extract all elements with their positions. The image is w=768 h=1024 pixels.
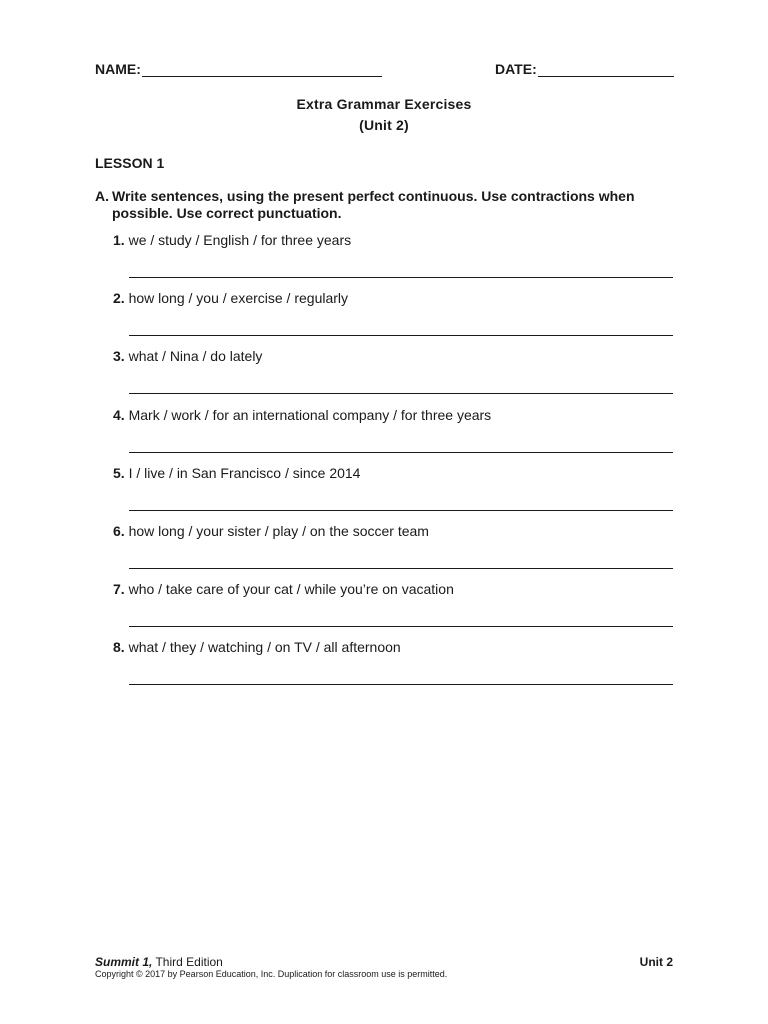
answer-line[interactable] xyxy=(129,392,673,394)
exercise-item xyxy=(113,407,673,465)
title-line-1: Extra Grammar Exercises xyxy=(296,96,472,112)
book-credit xyxy=(95,955,223,969)
exercise-instruction-text: Write sentences, using the present perfect continuous. Use contractions when possible. Use correct punctuation. xyxy=(112,188,635,221)
item-number: 6. xyxy=(113,522,125,539)
exercise-item xyxy=(113,465,673,523)
item-number: 3. xyxy=(113,348,125,365)
item-text: Mark / work / for an international company / for three years xyxy=(128,406,492,423)
book-title: Summit 1, xyxy=(95,955,153,969)
item-prompt xyxy=(113,523,429,540)
item-text: I / live / in San Francisco / since 2014 xyxy=(128,464,361,481)
item-number: 2. xyxy=(113,290,125,307)
exercise-item xyxy=(113,232,673,290)
answer-line[interactable] xyxy=(129,451,673,453)
footer-unit: Unit 2 xyxy=(639,955,673,969)
date-field[interactable] xyxy=(495,61,674,77)
book-edition: Third Edition xyxy=(152,955,223,969)
item-number: 5. xyxy=(113,464,125,481)
item-text: what / they / watching / on TV / all afternoon xyxy=(128,639,401,656)
item-prompt xyxy=(113,465,360,482)
item-text: what / Nina / do lately xyxy=(128,348,263,365)
date-label: DATE: xyxy=(495,61,537,77)
item-prompt xyxy=(113,639,401,656)
item-prompt xyxy=(113,581,454,598)
item-number: 4. xyxy=(113,406,125,423)
item-text: how long / your sister / play / on the soccer team xyxy=(128,522,429,539)
item-prompt xyxy=(113,348,262,365)
exercise-item xyxy=(113,523,673,581)
item-number: 7. xyxy=(113,581,125,598)
name-label: NAME: xyxy=(95,61,141,77)
item-number: 8. xyxy=(113,639,125,656)
item-text: we / study / English / for three years xyxy=(128,232,352,248)
exercise-item xyxy=(113,290,673,348)
copyright-notice: Copyright © 2017 by Pearson Education, Inc. Duplication for classroom use is permitted. xyxy=(95,969,448,979)
answer-line[interactable] xyxy=(129,567,673,569)
exercise-letter: A. xyxy=(95,188,109,204)
exercise-items xyxy=(113,232,673,698)
answer-line[interactable] xyxy=(129,276,673,278)
item-prompt xyxy=(113,407,491,424)
name-field[interactable] xyxy=(95,61,382,77)
answer-line[interactable] xyxy=(129,334,673,336)
page-title xyxy=(0,94,768,136)
exercise-item xyxy=(113,348,673,406)
exercise-item xyxy=(113,639,673,697)
item-text: who / take care of your cat / while you’re on vacation xyxy=(128,581,454,598)
answer-line[interactable] xyxy=(129,625,673,627)
answer-line[interactable] xyxy=(129,683,673,685)
item-text: how long / you / exercise / regularly xyxy=(128,290,349,307)
date-blank-line[interactable] xyxy=(538,61,674,77)
item-prompt xyxy=(113,232,351,249)
answer-line[interactable] xyxy=(129,509,673,511)
title-line-2: (Unit 2) xyxy=(359,117,409,133)
item-number: 1. xyxy=(113,232,125,248)
exercise-item xyxy=(113,581,673,639)
exercise-instruction xyxy=(95,188,655,222)
item-prompt xyxy=(113,290,348,307)
worksheet-header xyxy=(95,61,673,81)
name-blank-line[interactable] xyxy=(142,61,382,77)
lesson-heading: LESSON 1 xyxy=(95,155,165,171)
